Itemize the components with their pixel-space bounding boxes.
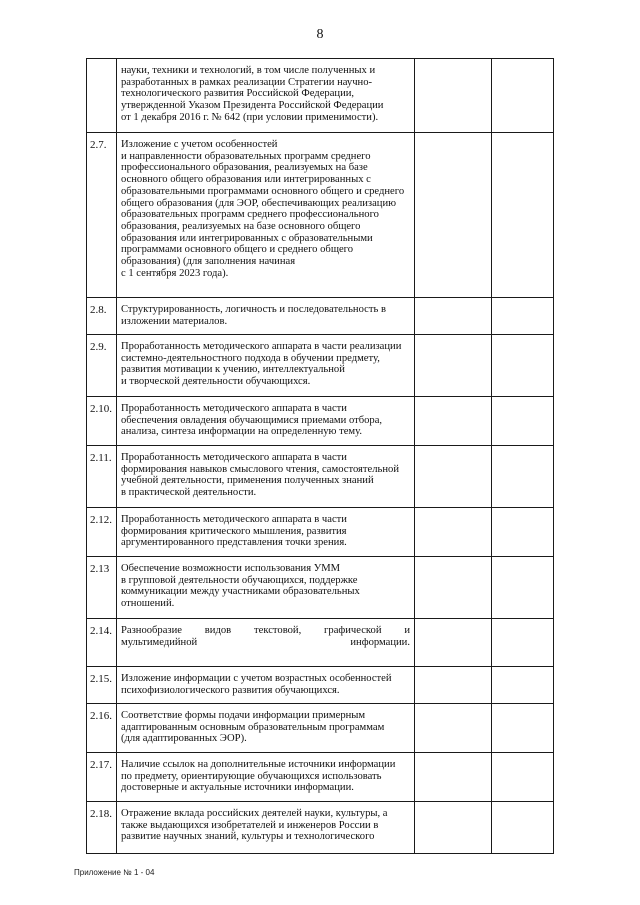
row-number: 2.16. [87, 704, 117, 753]
score-cell-b [492, 397, 554, 446]
criterion-text: науки, техники и технологий, в том числе полученных и разработанных в рамках реализации Стратегии научно- технологического развития Российской Федерации, утвержденной Указом Президента Российской Федерации от 1 декабря 2016 г. № 642 (при условии применимости). [117, 59, 415, 133]
criteria-table [86, 58, 554, 854]
score-cell-a [415, 619, 492, 667]
row-number: 2.17. [87, 753, 117, 802]
criterion-text: Проработанность методического аппарата в части обеспечения овладения обучающимися приемами отбора, анализа, синтеза информации на определенную тему. [117, 397, 415, 446]
criterion-text: Наличие ссылок на дополнительные источники информации по предмету, ориентирующие обучающихся использовать достоверные и актуальные источники информации. [117, 753, 415, 802]
score-cell-b [492, 557, 554, 619]
score-cell-a [415, 335, 492, 397]
document-footer: Приложение № 1 - 04 [74, 868, 155, 877]
score-cell-a [415, 397, 492, 446]
score-cell-b [492, 59, 554, 133]
criterion-text: Изложение с учетом особенностей и направленности образовательных программ среднего профессионального образования, реализуемых на базе основного общего образования или интегрированных с образовательными программами основного общего и среднего общего образования (для ЭОР, обеспечивающих реализацию образовательных программ среднего профессионального образования, реализуемых на базе основного общего образования или интегрированных с образовательными программами основного общего и среднего общего образования) (для заполнения начиная с 1 сентября 2023 года). [117, 133, 415, 298]
score-cell-b [492, 667, 554, 704]
score-cell-a [415, 298, 492, 335]
criterion-text: Изложение информации с учетом возрастных особенностей психофизиологического развития обучающихся. [117, 667, 415, 704]
criterion-text: Обеспечение возможности использования УММ в групповой деятельности обучающихся, поддержке коммуникации между участниками образовательных отношений. [117, 557, 415, 619]
row-number: 2.14. [87, 619, 117, 667]
table-row [87, 298, 554, 335]
table-row [87, 802, 554, 854]
criterion-text: Проработанность методического аппарата в части формирования критического мышления, развития аргументированного представления точки зрения. [117, 508, 415, 557]
score-cell-a [415, 667, 492, 704]
row-number: 2.18. [87, 802, 117, 854]
row-number: 2.8. [87, 298, 117, 335]
score-cell-a [415, 802, 492, 854]
row-number: 2.13 [87, 557, 117, 619]
score-cell-b [492, 508, 554, 557]
criterion-text: Разнообразие видов текстовой, графической и мультимедийной информации. [117, 619, 415, 667]
score-cell-b [492, 753, 554, 802]
table-row [87, 704, 554, 753]
table-row [87, 446, 554, 508]
table-row [87, 397, 554, 446]
score-cell-b [492, 704, 554, 753]
criterion-text: Соответствие формы подачи информации примерным адаптированным основным образовательным программам (для адаптированных ЭОР). [117, 704, 415, 753]
score-cell-a [415, 704, 492, 753]
score-cell-b [492, 298, 554, 335]
row-number: 2.10. [87, 397, 117, 446]
row-number [87, 59, 117, 133]
table-row [87, 335, 554, 397]
criterion-text: Проработанность методического аппарата в части реализации системно-деятельностного подхода в обучении предмету, развития мотивации к учению, интеллектуальной и творческой деятельности обучающихся. [117, 335, 415, 397]
table-row [87, 508, 554, 557]
score-cell-a [415, 557, 492, 619]
row-number: 2.9. [87, 335, 117, 397]
row-number: 2.7. [87, 133, 117, 298]
score-cell-a [415, 508, 492, 557]
criterion-text: Проработанность методического аппарата в части формирования навыков смыслового чтения, самостоятельной учебной деятельности, применения полученных знаний в практической деятельности. [117, 446, 415, 508]
table-row [87, 557, 554, 619]
row-number: 2.15. [87, 667, 117, 704]
table-row [87, 133, 554, 298]
table-row [87, 619, 554, 667]
row-number: 2.11. [87, 446, 117, 508]
table-row [87, 753, 554, 802]
table-row [87, 667, 554, 704]
score-cell-a [415, 753, 492, 802]
page-number: 8 [316, 27, 324, 42]
score-cell-b [492, 446, 554, 508]
score-cell-a [415, 59, 492, 133]
criterion-text: Структурированность, логичность и последовательность в изложении материалов. [117, 298, 415, 335]
score-cell-b [492, 802, 554, 854]
score-cell-a [415, 446, 492, 508]
score-cell-a [415, 133, 492, 298]
score-cell-b [492, 619, 554, 667]
score-cell-b [492, 335, 554, 397]
score-cell-b [492, 133, 554, 298]
row-number: 2.12. [87, 508, 117, 557]
criterion-text: Отражение вклада российских деятелей науки, культуры, а также выдающихся изобретателей и инженеров России в развитие научных знаний, культуры и технологического [117, 802, 415, 854]
table-row [87, 59, 554, 133]
